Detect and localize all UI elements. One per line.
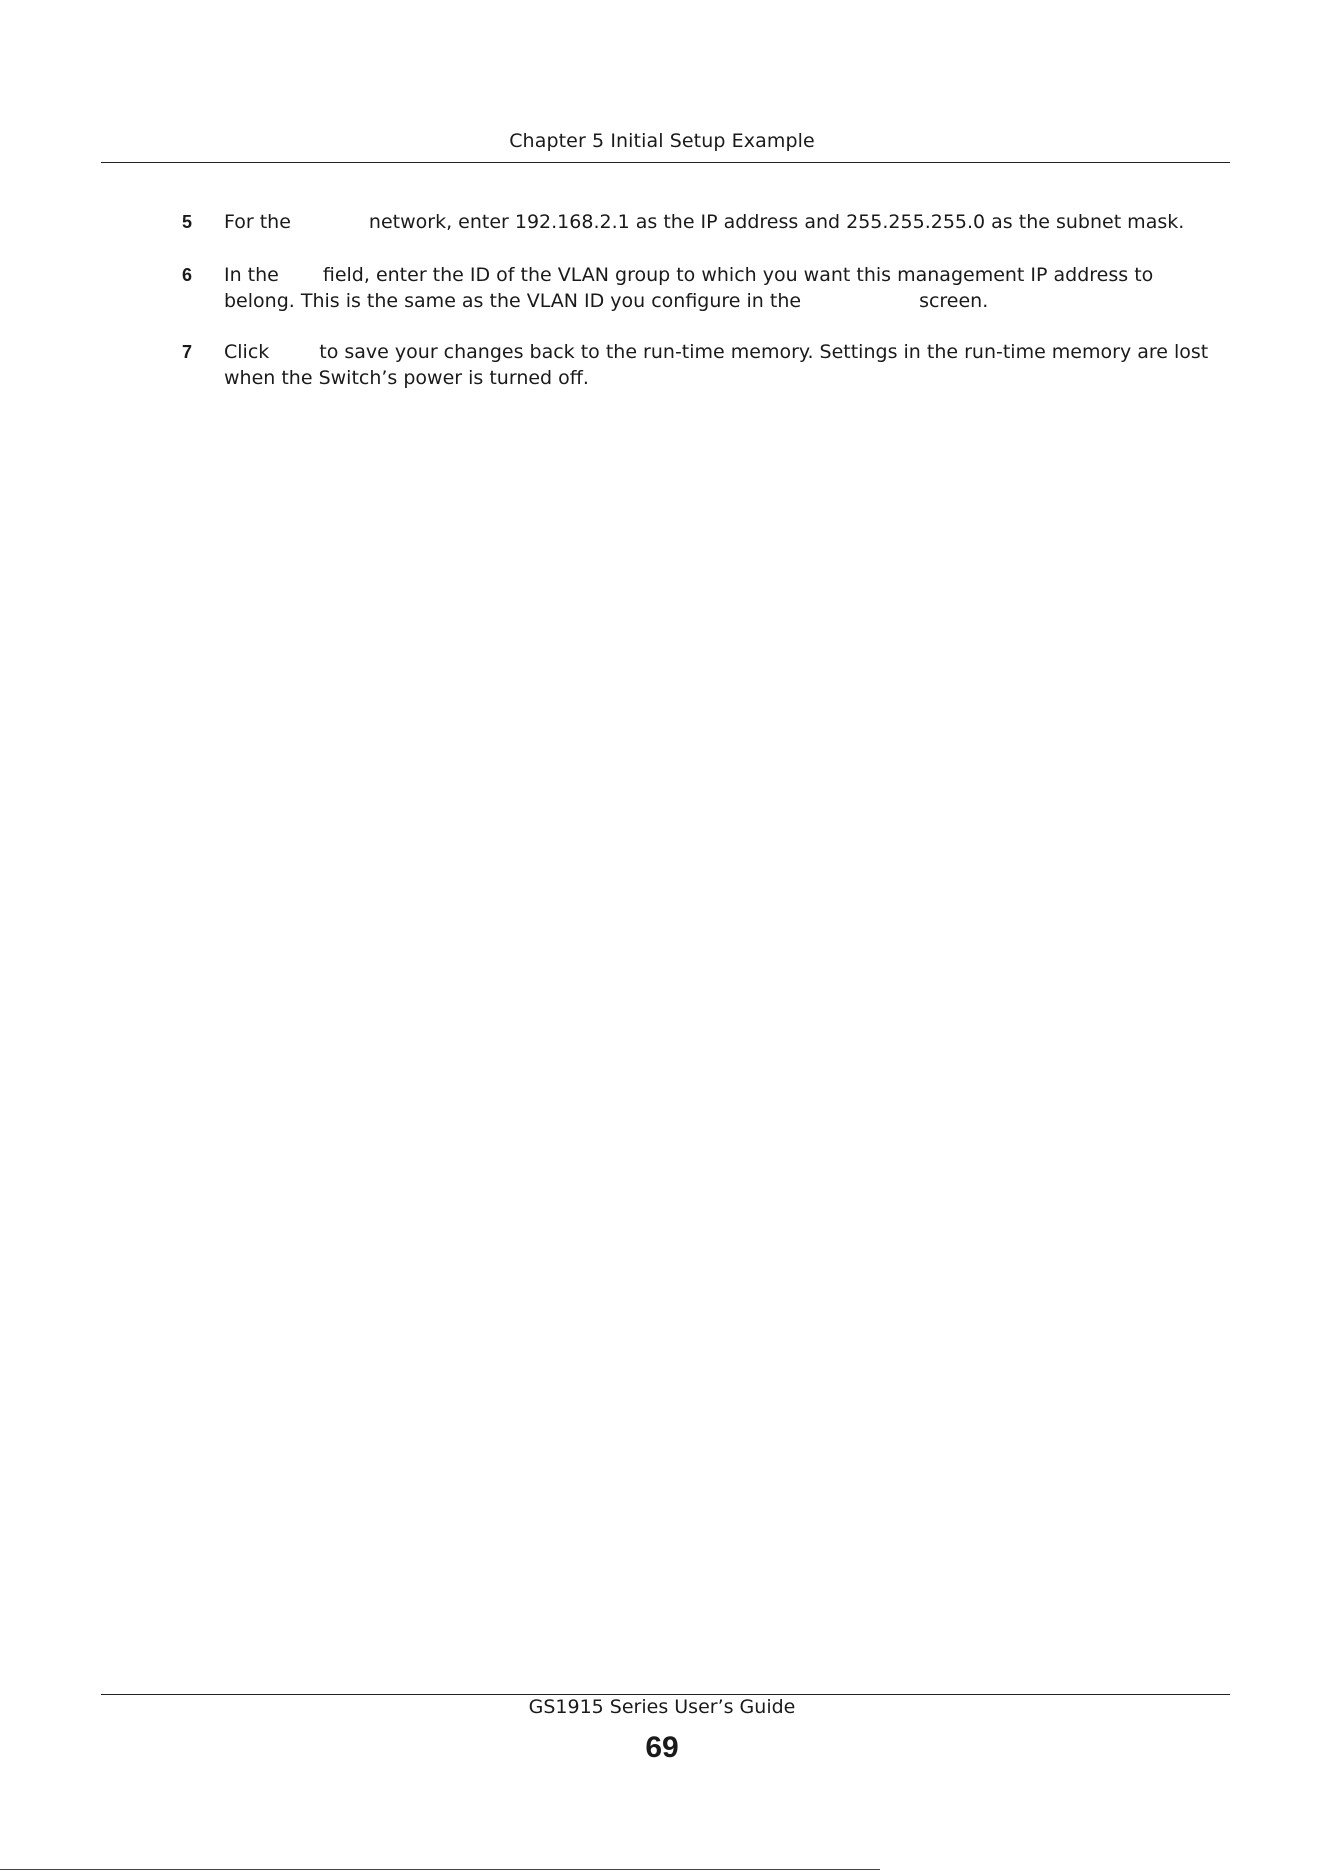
step-line: [224, 288, 988, 314]
footer-rule: [101, 1694, 1230, 1695]
guide-title: GS1915 Series User’s Guide: [528, 1696, 796, 1718]
step-line: [224, 262, 1153, 288]
step-text: For the: [224, 211, 291, 233]
step-text: network, enter 192.168.2.1 as the IP address and 255.255.255.0 as the subnet mask.: [368, 211, 1185, 233]
page-number: 69: [645, 1731, 679, 1764]
step-text: to save your changes back to the run-time memory. Settings in the run-time memory are lost: [319, 341, 1209, 363]
step-text: Click: [224, 341, 270, 363]
step-text: screen.: [919, 290, 989, 312]
step-line: [224, 365, 589, 391]
step-text: belong. This is the same as the VLAN ID you configure in the: [224, 290, 802, 312]
step-number: 6: [182, 265, 193, 285]
step-text: field, enter the ID of the VLAN group to which you want this management IP address to: [322, 264, 1154, 286]
step-text: In the: [224, 264, 279, 286]
bottom-edge-line: [0, 1869, 880, 1870]
step-text: when the Switch’s power is turned off.: [224, 367, 589, 389]
step-line: [224, 209, 1184, 235]
step-number: 7: [182, 342, 193, 362]
chapter-header: Chapter 5 Initial Setup Example: [509, 130, 815, 152]
step-line: [224, 339, 1208, 365]
header-rule: [101, 162, 1230, 163]
step-number: 5: [182, 212, 193, 232]
